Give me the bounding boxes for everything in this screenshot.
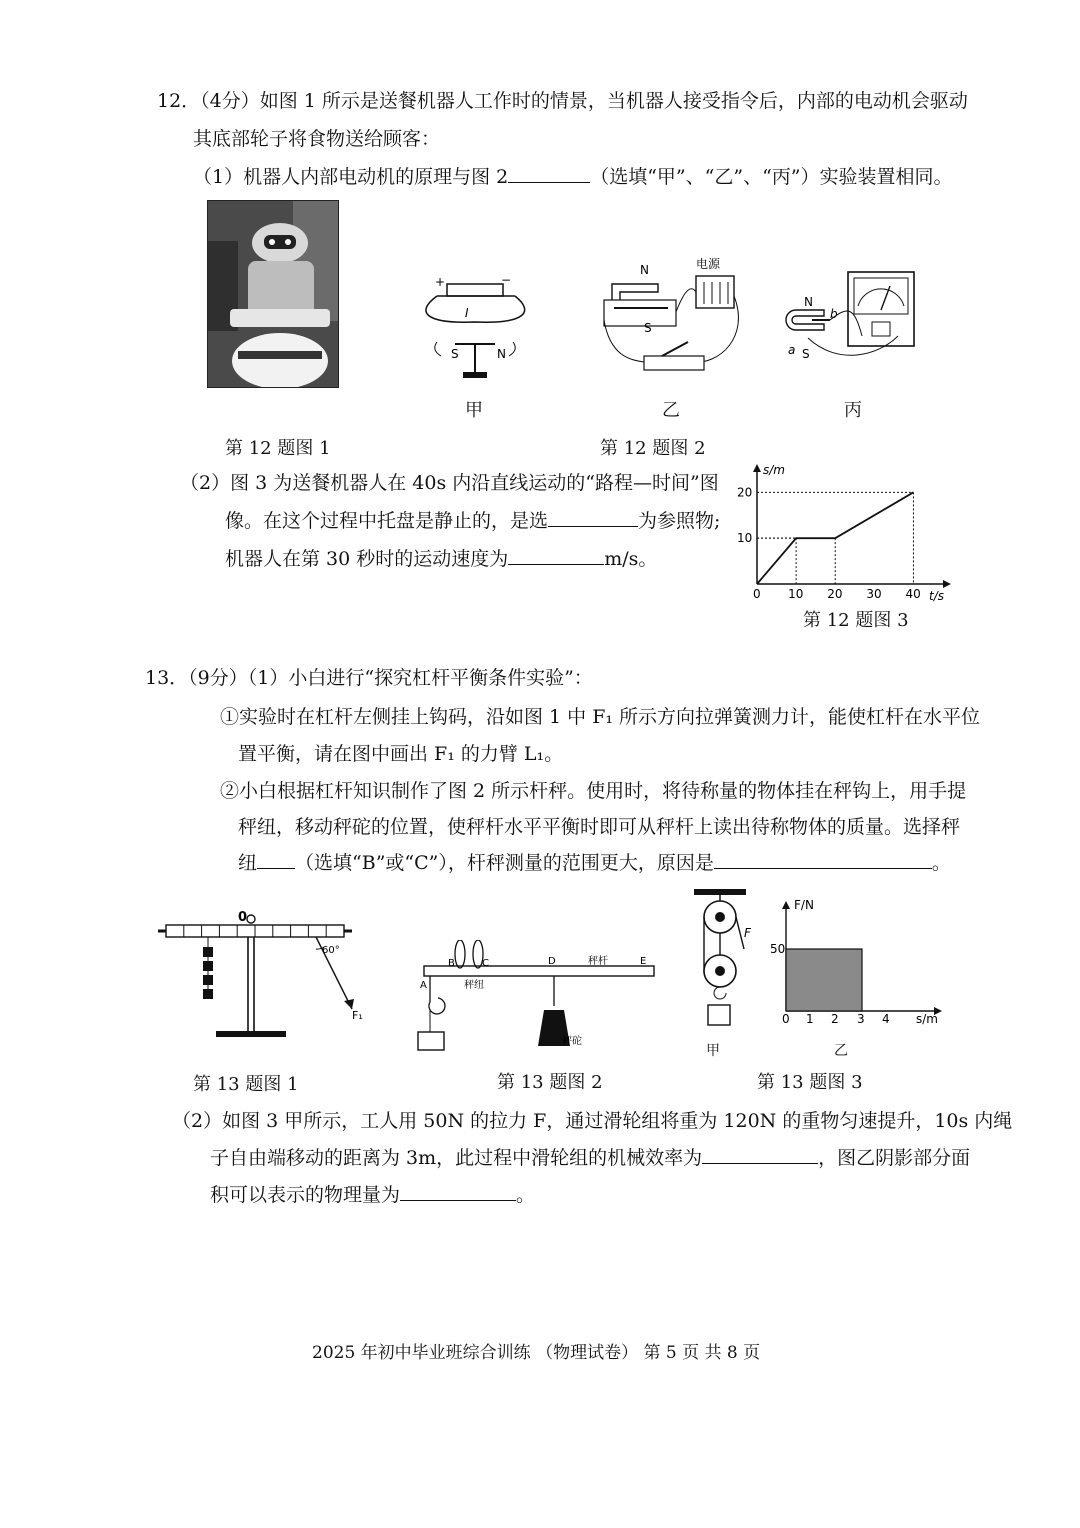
q13-fig2-caption: 第 13 题图 2 xyxy=(497,1072,603,1093)
magnet-n-label: N xyxy=(640,263,649,277)
robot-photo xyxy=(207,200,339,388)
bing-s-label: S xyxy=(802,347,810,361)
fig-2-bing-label: 丙 xyxy=(844,400,862,421)
current-label: I xyxy=(465,306,469,320)
fs-yi-label: 乙 xyxy=(834,1043,848,1059)
pulley-force-label: F xyxy=(744,926,751,940)
knob-label: 秤纽 xyxy=(464,980,484,991)
q12-part1-text-a: （1）机器人内部电动机的原理与图 2 xyxy=(193,166,509,188)
x-tick-label: 20 xyxy=(827,587,843,601)
point-a-label: A xyxy=(420,980,427,991)
q12-fig1-caption: 第 12 题图 1 xyxy=(225,438,331,459)
q13-sub2-text-a: 纽 xyxy=(238,852,258,874)
bing-n-label: N xyxy=(804,295,813,309)
pulley-diagram xyxy=(688,885,760,1035)
fs-tick-4: 4 xyxy=(882,1012,890,1026)
q12-part1-text-b: （选填“甲”、“乙”、“丙”）实验装置相同。 xyxy=(590,166,953,188)
y-axis-arrow xyxy=(753,464,761,472)
q13-stem: 13．（9分）（1）小白进行“探究杠杆平衡条件实验”： xyxy=(145,667,593,689)
q12-part2-line1: （2）图 3 为送餐机器人在 40s 内沿直线运动的“路程—时间”图 xyxy=(180,472,719,494)
needle-s-label: S xyxy=(451,347,459,361)
steelyard-diagram xyxy=(412,940,662,1060)
q13-part2-line3 xyxy=(210,1182,535,1208)
fig-2-jia-label: 甲 xyxy=(465,400,483,421)
q12-part2-text-c: 机器人在第 30 秒时的运动速度为 xyxy=(225,548,509,570)
beam-label: 秤杆 xyxy=(588,956,608,967)
power-supply-label: 电源 xyxy=(696,257,721,271)
fig-2-jia-diagram xyxy=(415,272,535,384)
shaded-area xyxy=(786,949,862,1011)
q13-fig1-caption: 第 13 题图 1 xyxy=(193,1074,299,1095)
q12-part2-text-b: 为参照物; xyxy=(638,510,721,532)
page-footer: 2025 年初中毕业班综合训练 （物理试卷） 第 5 页 共 8 页 xyxy=(312,1343,761,1363)
fs-tick-2: 2 xyxy=(831,1012,839,1026)
q13-answer-blank-3[interactable] xyxy=(702,1145,818,1164)
q12-part2-line3 xyxy=(225,546,657,572)
lever-force-label: F₁ xyxy=(352,1009,363,1022)
q13-sub1-line2: 置平衡，请在图中画出 F₁ 的力臂 L₁。 xyxy=(238,743,564,765)
fig-2-yi-diagram xyxy=(600,256,750,380)
q13-answer-blank-4[interactable] xyxy=(400,1182,516,1201)
q13-sub2-text-b: （选填“B”或“C”），杆秤测量的范围更大，原因是 xyxy=(295,852,714,874)
fs-tick-0: 0 xyxy=(782,1012,790,1026)
lever-diagram xyxy=(156,905,386,1051)
q13-answer-blank-1[interactable] xyxy=(257,850,295,869)
q13-sub2-line1: ②小白根据杠杆知识制作了图 2 所示杆秤。使用时，将待称量的物体挂在秤钩上，用手提 xyxy=(220,780,967,802)
fs-tick-1: 1 xyxy=(806,1012,814,1026)
point-e-label: E xyxy=(640,956,647,967)
q13-part2-line2 xyxy=(210,1145,970,1171)
q13-fig3-caption: 第 13 题图 3 xyxy=(757,1072,863,1093)
fs-tick-3: 3 xyxy=(857,1012,865,1026)
point-d-label: D xyxy=(548,956,556,967)
knob-c-label: C xyxy=(482,958,489,969)
bing-a-label: a xyxy=(788,343,796,357)
q12-part2-text-d: m/s。 xyxy=(604,548,658,570)
s-t-graph xyxy=(735,460,955,606)
needle-n-label: N xyxy=(497,347,506,361)
weight-label: 秤砣 xyxy=(562,1036,582,1047)
fs-x-axis-label: s/m xyxy=(916,1012,938,1026)
q13-part2-text-d: 。 xyxy=(516,1184,536,1206)
battery-minus-label: − xyxy=(501,273,512,287)
q13-answer-blank-2[interactable] xyxy=(714,850,932,869)
q12-fig2-caption: 第 12 题图 2 xyxy=(600,438,706,459)
q13-part2-line1: （2）如图 3 甲所示，工人用 50N 的拉力 F，通过滑轮组将重为 120N 的重物匀速提升，10s 内绳 xyxy=(172,1110,1013,1132)
q13-sub2-line3 xyxy=(238,850,951,876)
q12-answer-blank-3[interactable] xyxy=(508,546,604,565)
lever-angle-label: 60° xyxy=(322,945,340,956)
x-axis-arrow xyxy=(943,580,951,588)
q12-part2-text-a: 像。在这个过程中托盘是静止的，是选 xyxy=(225,510,549,532)
x-axis-label: t/s xyxy=(929,589,944,603)
magnet-s-label: S xyxy=(644,321,652,335)
q13-sub1-line1: ①实验时在杠杆左侧挂上钩码，沿如图 1 中 F₁ 所示方向拉弹簧测力计，能使杠杆在水平位 xyxy=(220,706,981,728)
fig-2-yi-label: 乙 xyxy=(662,400,680,421)
fig-2-bing-diagram xyxy=(778,266,920,374)
q12-part2-line2 xyxy=(225,508,720,534)
q13-part2-text-c: 积可以表示的物理量为 xyxy=(210,1184,401,1206)
x-tick-label: 10 xyxy=(788,587,804,601)
q12-answer-blank-2[interactable] xyxy=(548,508,638,527)
y-tick-label: 10 xyxy=(737,531,753,546)
battery-plus-label: + xyxy=(435,275,446,289)
f-s-graph xyxy=(770,895,950,1027)
q13-part2-text-a: 子自由端移动的距离为 3m，此过程中滑轮组的机械效率为 xyxy=(210,1147,703,1169)
y-tick-label: 20 xyxy=(737,485,753,500)
q13-part2-text-b: ，图乙阴影部分面 xyxy=(818,1147,971,1169)
pulley-jia-label: 甲 xyxy=(706,1043,720,1059)
q12-fig3-caption: 第 12 题图 3 xyxy=(803,610,909,631)
x-tick-label: 30 xyxy=(866,587,882,601)
x-tick-label: 0 xyxy=(753,587,761,601)
q13-sub2-text-c: 。 xyxy=(931,852,951,874)
bing-b-label: b xyxy=(830,307,838,321)
fs-tick-50: 50 xyxy=(770,942,786,956)
x-tick-label: 40 xyxy=(905,587,921,601)
fs-y-axis-label: F/N xyxy=(794,898,814,912)
knob-b-label: B xyxy=(448,958,455,969)
q12-stem-line1: 12．（4分）如图 1 所示是送餐机器人工作时的情景，当机器人接受指令后，内部的电动机会驱动 xyxy=(157,90,968,112)
q12-answer-blank-1[interactable] xyxy=(508,164,590,183)
q12-part1 xyxy=(193,164,953,190)
y-axis-label: s/m xyxy=(763,463,785,477)
lever-pivot-label: 0 xyxy=(238,910,248,925)
q13-sub2-line2: 秤纽，移动秤砣的位置，使秤杆水平平衡时即可从秤杆上读出待称物体的质量。选择秤 xyxy=(238,816,961,838)
q12-stem-line2: 其底部轮子将食物送给顾客： xyxy=(193,128,441,150)
